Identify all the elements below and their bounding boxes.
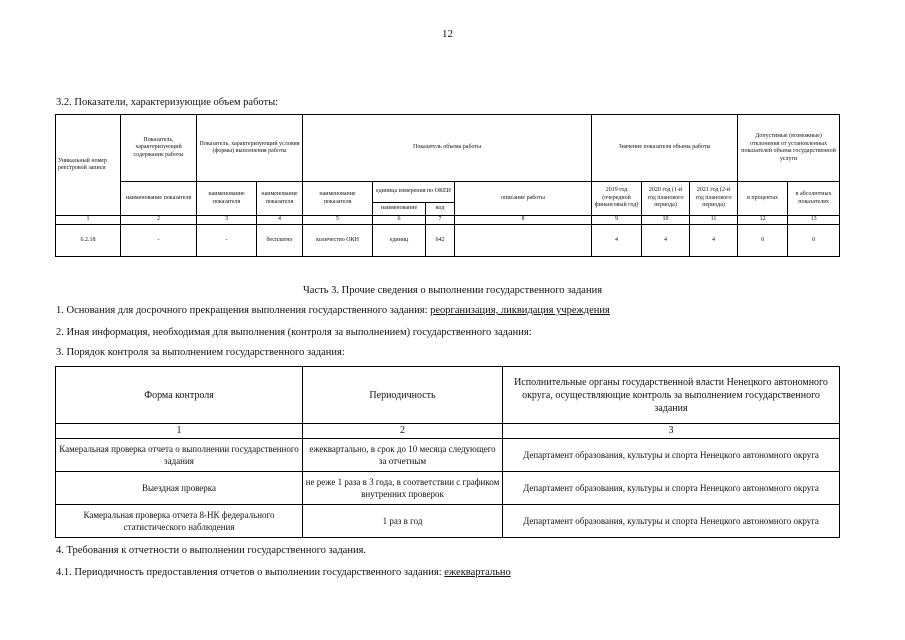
section-heading: 3.2. Показатели, характеризующие объем работы: [56, 97, 279, 108]
header-content-indicator: Показатель, характеризующий содержание работы [121, 115, 197, 182]
header-volume-value: Значение показателя объема работы [592, 115, 738, 182]
paragraph-termination-grounds [56, 305, 610, 316]
header-deviation-absolute: в абсолютных показателях [788, 182, 840, 216]
column-number: 12 [738, 216, 788, 225]
cell-executive-body: Департамент образования, культуры и спорта Ненецкого автономного округа [503, 472, 840, 505]
page-number: 12 [442, 28, 453, 40]
column-number: 2 [303, 424, 503, 439]
column-number: 13 [788, 216, 840, 225]
header-indicator-name: наименование показателя [121, 182, 197, 216]
header-executive-bodies: Исполнительные органы государственной власти Ненецкого автономного округа, осуществляющие контроль за выполнением государственного задания [503, 367, 840, 424]
paragraph-text: 1. Основания для досрочного прекращения выполнения государственного задания: [56, 305, 431, 316]
reporting-periodicity-value: ежеквартально [444, 567, 511, 578]
header-indicator-name: наименование показателя [257, 182, 303, 216]
termination-grounds-value: реорганизация, ликвидация учреждения [430, 305, 610, 316]
column-number: 11 [690, 216, 738, 225]
header-deviation-percent: в процентах [738, 182, 788, 216]
cell-content: - [121, 225, 197, 257]
header-okei-name: наименование [373, 203, 426, 216]
header-control-form: Форма контроля [56, 367, 303, 424]
cell-value-2020: 4 [642, 225, 690, 257]
cell-executive-body: Департамент образования, культуры и спорта Ненецкого автономного округа [503, 439, 840, 472]
paragraph-control-procedure: 3. Порядок контроля за выполнением государственного задания: [56, 347, 345, 358]
paragraph-reporting-requirements: 4. Требования к отчетности о выполнении государственного задания. [56, 545, 367, 556]
column-number: 8 [455, 216, 592, 225]
header-volume-indicator: Показатель объема работы [303, 115, 592, 182]
table-row [56, 439, 840, 472]
cell-periodicity: ежеквартально, в срок до 10 месяца следующего за отчетным [303, 439, 503, 472]
cell-okei-name: единиц [373, 225, 426, 257]
work-volume-table [55, 114, 840, 257]
column-number: 5 [303, 216, 373, 225]
header-okei-unit: единица измерения по ОКЕИ [373, 182, 455, 203]
control-procedure-table [55, 366, 840, 538]
table-row [56, 472, 840, 505]
paragraph-reporting-periodicity [56, 567, 511, 578]
part3-title: Часть 3. Прочие сведения о выполнении государственного задания [302, 285, 603, 296]
column-number: 7 [426, 216, 455, 225]
table-row [56, 225, 840, 257]
cell-control-form: Камеральная проверка отчета 8-НК федерального статистического наблюдения [56, 505, 303, 538]
header-periodicity: Периодичность [303, 367, 503, 424]
header-conditions-indicator: Показатель, характеризующий условия (формы) выполнения работы [197, 115, 303, 182]
column-number: 6 [373, 216, 426, 225]
column-number: 10 [642, 216, 690, 225]
header-okei-code: код [426, 203, 455, 216]
cell-deviation-absolute: 0 [788, 225, 840, 257]
column-number: 3 [197, 216, 257, 225]
cell-okei-code: 642 [426, 225, 455, 257]
header-year-2021: 2021 год (2-й год планового периода) [690, 182, 738, 216]
column-number: 4 [257, 216, 303, 225]
header-indicator-name: наименование показателя [303, 182, 373, 216]
header-registry-number: Уникальный номер реестровой записи [56, 115, 121, 216]
column-number: 1 [56, 424, 303, 439]
cell-value-2019: 4 [592, 225, 642, 257]
column-number: 9 [592, 216, 642, 225]
column-number: 1 [56, 216, 121, 225]
paragraph-other-info: 2. Иная информация, необходимая для выполнения (контроля за выполнением) государственного задания: [56, 327, 532, 338]
header-year-2020: 2020 год (1-й год планового периода) [642, 182, 690, 216]
cell-deviation-percent: 0 [738, 225, 788, 257]
header-indicator-name: наименование показателя [197, 182, 257, 216]
cell-value-2021: 4 [690, 225, 738, 257]
header-year-2019: 2019 год (очередной финансовый год) [592, 182, 642, 216]
column-number: 2 [121, 216, 197, 225]
cell-control-form: Камеральная проверка отчета о выполнении государственного задания [56, 439, 303, 472]
header-work-description: описание работы [455, 182, 592, 216]
cell-volume-indicator: количество ОКН [303, 225, 373, 257]
cell-control-form: Выездная проверка [56, 472, 303, 505]
cell-executive-body: Департамент образования, культуры и спорта Ненецкого автономного округа [503, 505, 840, 538]
cell-description [455, 225, 592, 257]
cell-registry-number: 6.2.18 [56, 225, 121, 257]
cell-periodicity: 1 раз в год [303, 505, 503, 538]
column-number: 3 [503, 424, 840, 439]
cell-periodicity: не реже 1 раза в 3 года, в соответствии с графиком внутренних проверок [303, 472, 503, 505]
header-deviation: Допустимые (возможные) отклонения от установленных показателей объема государственной услуги [738, 115, 840, 182]
table-row [56, 505, 840, 538]
cell-condition-value: бесплатно [257, 225, 303, 257]
paragraph-text: 4.1. Периодичность предоставления отчетов о выполнении государственного задания: [56, 567, 445, 578]
cell-condition: - [197, 225, 257, 257]
